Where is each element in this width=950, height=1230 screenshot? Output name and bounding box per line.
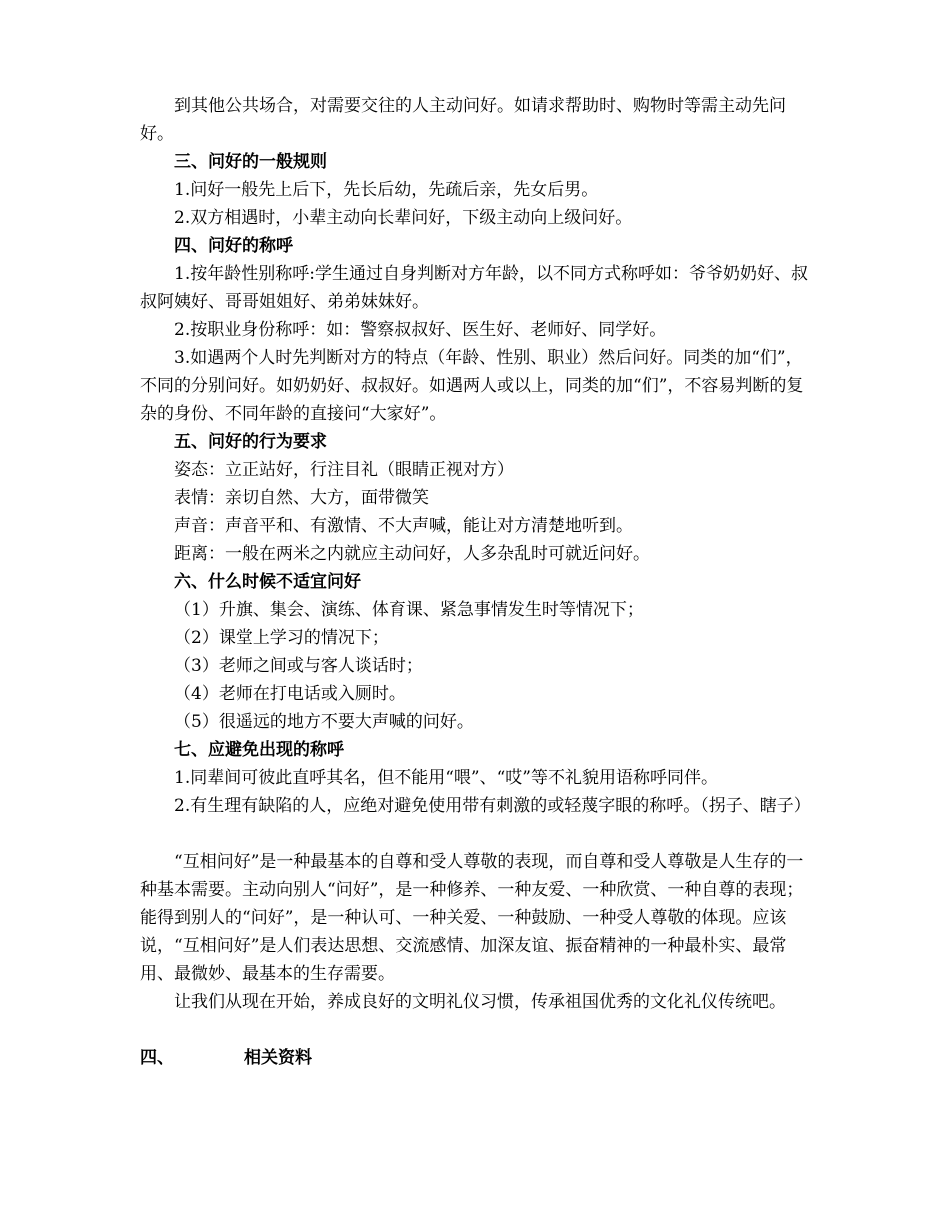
rule-item-1: 1.问好一般先上后下，先长后幼，先疏后亲，先女后男。 (174, 180, 599, 200)
closing-paragraph: 让我们从现在开始，养成良好的文明礼仪习惯，传承祖国优秀的文化礼仪传统吧。 (174, 992, 786, 1012)
heading-general-rules: 三、问好的一般规则 (174, 152, 327, 172)
not-greet-item-2: （2）课堂上学习的情况下； (174, 628, 389, 648)
behavior-expression: 表情：亲切自然、大方，面带微笑 (174, 488, 429, 508)
rule-item-2: 2.双方相遇时，小辈主动向长辈问好，下级主动向上级问好。 (174, 208, 633, 228)
section-heading (140, 1044, 815, 1072)
behavior-distance: 距离：一般在两米之内就应主动问好，人多杂乱时可就近问好。 (174, 544, 650, 564)
heading-behavior-requirements: 五、问好的行为要求 (174, 432, 327, 452)
address-item-3: 3.如遇两个人时先判断对方的特点（年龄、性别、职业）然后问好。同类的加“们”，不同的分别问好。如奶奶好、叔叔好。如遇两人或以上，同类的加“们”，不容易判断的复杂的身份、不同年龄的直接问“大家好”。 (140, 348, 804, 424)
behavior-voice: 声音：声音平和、有激情、不大声喊，能让对方清楚地听到。 (174, 516, 633, 536)
not-greet-item-5: （5）很遥远的地方不要大声喊的问好。 (174, 712, 474, 732)
section-heading-title: 相关资料 (244, 1048, 312, 1068)
heading-avoid-forms: 七、应避免出现的称呼 (174, 740, 344, 760)
not-greet-item-4: （4）老师在打电话或入厕时。 (174, 684, 406, 704)
avoid-item-2: 2.有生理有缺陷的人，应绝对避免使用带有刺激的或轻蔑字眼的称呼。（拐子、瞎子） (174, 796, 811, 816)
heading-forms-of-address: 四、问好的称呼 (174, 236, 293, 256)
section-heading-number: 四、 (140, 1048, 174, 1068)
not-greet-item-1: （1）升旗、集会、演练、体育课、紧急事情发生时等情况下； (174, 600, 644, 620)
paragraph-public-places: 到其他公共场合，对需要交往的人主动问好。如请求帮助时、购物时等需主动先问好。 (140, 96, 786, 144)
avoid-item-1: 1.同辈间可彼此直呼其名，但不能用“喂”、“哎”等不礼貌用语称呼同伴。 (174, 768, 718, 788)
summary-paragraph: “互相问好”是一种最基本的自尊和受人尊敬的表现，而自尊和受人尊敬是人生存的一种基本需要。主动向别人“问好”，是一种修养、一种友爱、一种欣赏、一种自尊的表现；能得到别人的“问好”，是一种认可、一种关爱、一种鼓励、一种受人尊敬的体现。应该说，“互相问好”是人们表达思想、交流感情、加深友谊、振奋精神的一种最朴实、最常用、最微妙、最基本的生存需要。 (140, 852, 804, 984)
not-greet-item-3: （3）老师之间或与客人谈话时； (174, 656, 423, 676)
behavior-posture: 姿态：立正站好，行注目礼（眼睛正视对方） (174, 460, 514, 480)
heading-when-not-to-greet: 六、什么时候不适宜问好 (174, 572, 361, 592)
address-item-2: 2.按职业身份称呼：如：警察叔叔好、医生好、老师好、同学好。 (174, 320, 667, 340)
address-item-1: 1.按年龄性别称呼:学生通过自身判断对方年龄，以不同方式称呼如：爷爷奶奶好、叔叔阿姨好、哥哥姐姐好、弟弟妹妹好。 (140, 264, 808, 312)
